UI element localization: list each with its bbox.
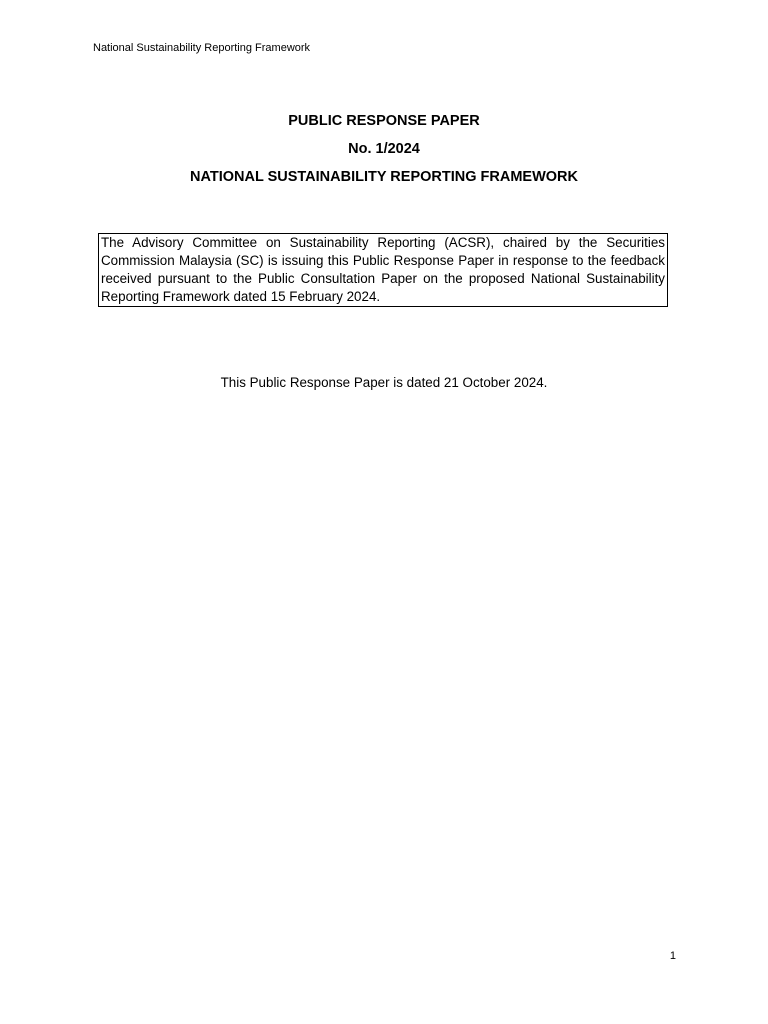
introductory-notice-box: The Advisory Committee on Sustainability Reporting (ACSR), chaired by the Securities Commission Malaysia (SC) is issuing this Public Response Paper in response to the feedback received pursuant to the Public Consultation Paper on the proposed National Sustainability Reporting Framework dated 15 February 2024.: [98, 233, 668, 307]
paper-type-title: PUBLIC RESPONSE PAPER: [288, 113, 480, 129]
page-number: 1: [669, 950, 676, 962]
paper-number: No. 1/2024: [348, 141, 420, 157]
running-header: National Sustainability Reporting Framework: [93, 42, 311, 54]
paper-subject-title: NATIONAL SUSTAINABILITY REPORTING FRAMEWORK: [189, 169, 578, 185]
paper-date-statement: This Public Response Paper is dated 21 October 2024.: [220, 375, 548, 390]
